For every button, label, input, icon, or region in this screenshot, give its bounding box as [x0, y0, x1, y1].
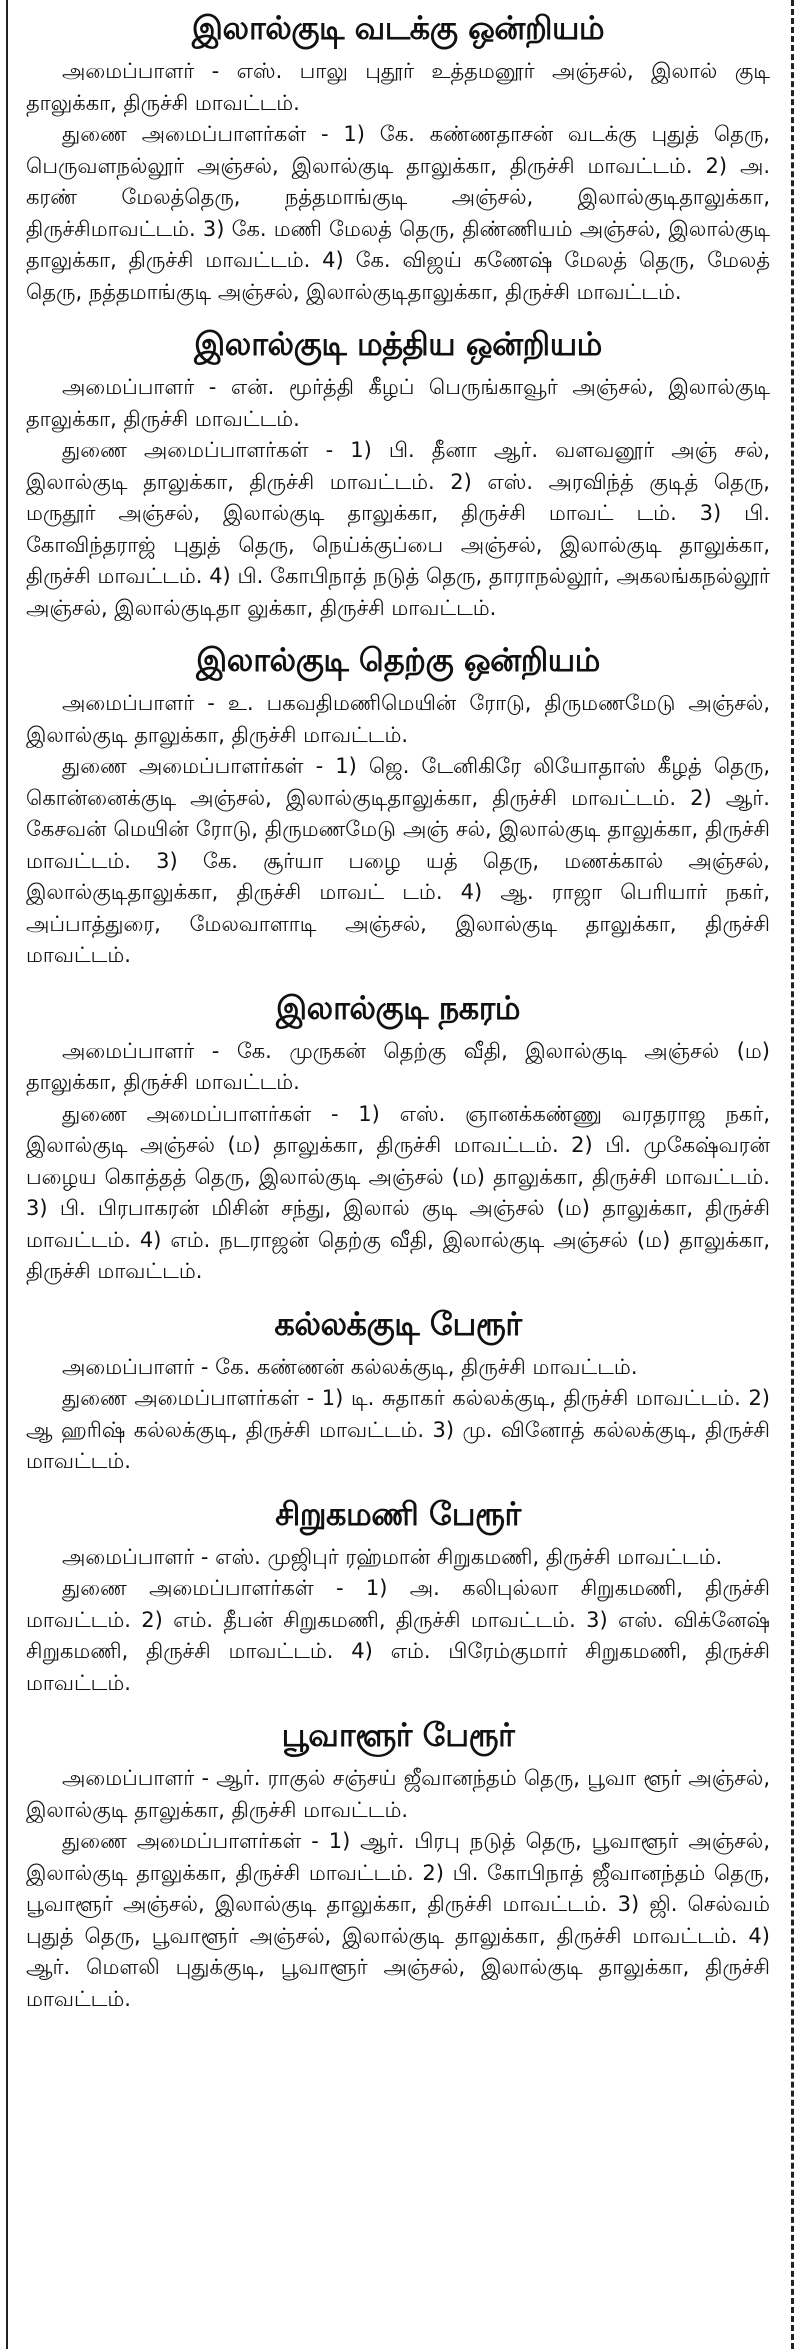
- section-poovalur: [26, 1713, 770, 2015]
- section-heading: இலால்குடி நகரம்: [275, 988, 521, 1027]
- right-dashed-border: [791, 0, 794, 2349]
- organizer-paragraph: அமைப்பாளர் - உ. பகவதிமணிமெயின் ரோடு, திருமணமேடு அஞ்சல், இலால்குடி தாலுக்கா, திருச்சி மாவட்டம்.: [26, 691, 770, 747]
- left-border-line: [6, 0, 8, 2349]
- section-heading: இலால்குடி வடக்கு ஒன்றியம்: [191, 9, 605, 47]
- organizer-paragraph: அமைப்பாளர் - என். மூர்த்தி கீழப் பெருங்காவூர் அஞ்சல், இலால்குடி தாலுக்கா, திருச்சி மாவட்டம்.: [26, 375, 770, 431]
- section-kallakudi: [26, 1302, 770, 1478]
- deputies-paragraph: துணை அமைப்பாளர்கள் - 1) எஸ். ஞானக்கண்ணு வரதராஜ நகர், இலால்குடி அஞ்சல் (ம) தாலுக்கா, திருச்சி மாவட்டம். 2) பி. முகேஷ்வரன் பழைய கொத்தத் தெரு, இலால்குடி அஞ்சல் (ம) தாலுக்கா, திருச்சி மாவட்டம். 3) பி. பிரபாகரன் மிசின் சந்து, இலால் குடி அஞ்சல் (ம) தாலுக்கா, திருச்சி மாவட்டம். 4) எம். நடராஜன் தெற்கு வீதி, இலால்குடி அஞ்சல் (ம) தாலுக்கா, திருச்சி மாவட்டம்.: [26, 1101, 770, 1283]
- section-lalgudi-north: [26, 6, 770, 308]
- deputies-paragraph: துணை அமைப்பாளர்கள் - 1) ஜெ. டேனிகிரே லியோதாஸ் கீழத் தெரு, கொன்னைக்குடி அஞ்சல், இலால்குடிதாலுக்கா, திருச்சி மாவட்டம். 2) ஆர். கேசவன் மெயின் ரோடு, திருமணமேடு அஞ் சல், இலால்குடி தாலுக்கா, திருச்சி மாவட்டம். 3) கே. சூர்யா பழை யத் தெரு, மணக்கால் அஞ்சல், இலால்குடிதாலுக்கா, திருச்சி மாவட் டம். 4) ஆ. ராஜா பெரியார் நகர், அப்பாத்துரை, மேலவாளாடி அஞ்சல், இலால்குடி தாலுக்கா, திருச்சி மாவட்டம்.: [26, 754, 770, 967]
- deputies-paragraph: துணை அமைப்பாளர்கள் - 1) கே. கண்ணதாசன் வடக்கு புதுத் தெரு, பெருவளநல்லூர் அஞ்சல், இலால்குடி தாலுக்கா, திருச்சி மாவட்டம். 2) அ. கரண் மேலத்தெரு, நத்தமாங்குடி அஞ்சல், இலால்குடிதாலுக்கா, திருச்சிமாவட்டம். 3) கே. மணி மேலத் தெரு, திண்ணியம் அஞ்சல், இலால்குடி தாலுக்கா, திருச்சி மாவட்டம். 4) கே. விஜய் கணேஷ் மேலத் தெரு, மேலத் தெரு, நத்தமாங்குடி அஞ்சல், இலால்குடிதாலுக்கா, திருச்சி மாவட்டம்.: [26, 122, 770, 304]
- section-heading: சிறுகமணி பேரூர்: [275, 1494, 521, 1533]
- article-column: [26, 6, 770, 2029]
- section-heading: பூவாளூர் பேரூர்: [281, 1716, 515, 1754]
- organizer-paragraph: அமைப்பாளர் - எஸ். முஜிபுர் ரஹ்மான் சிறுகமணி, திருச்சி மாவட்டம்.: [62, 1544, 723, 1569]
- deputies-paragraph: துணை அமைப்பாளர்கள் - 1) ஆர். பிரபு நடுத் தெரு, பூவாளூர் அஞ்சல், இலால்குடி தாலுக்கா, திருச்சி மாவட்டம். 2) பி. கோபிநாத் ஜீவானந்தம் தெரு, பூவாளூர் அஞ்சல், இலால்குடி தாலுக்கா, திருச்சி மாவட்டம். 3) ஜி. செல்வம் புதுத் தெரு, பூவாளூர் அஞ்சல், இலால்குடி தாலுக்கா, திருச்சி மாவட்டம். 4) ஆர். மௌலி புதுக்குடி, பூவாளூர் அஞ்சல், இலால்குடி தாலுக்கா, திருச்சி மாவட்டம்.: [26, 1829, 770, 2011]
- section-lalgudi-central: [26, 322, 770, 624]
- deputies-paragraph: துணை அமைப்பாளர்கள் - 1) அ. கலிபுல்லா சிறுகமணி, திருச்சி மாவட்டம். 2) எம். தீபன் சிறுகமணி, திருச்சி மாவட்டம். 3) எஸ். விக்னேஷ் சிறுகமணி, திருச்சி மாவட்டம். 4) எம். பிரேம்குமார் சிறுகமணி, திருச்சி மாவட்டம்.: [26, 1576, 770, 1695]
- section-heading: இலால்குடி மத்திய ஒன்றியம்: [194, 325, 602, 363]
- section-heading: கல்லக்குடி பேரூர்: [274, 1304, 522, 1343]
- section-lalgudi-town: [26, 986, 770, 1288]
- organizer-paragraph: அமைப்பாளர் - எஸ். பாலு புதூர் உத்தமனூர் அஞ்சல், இலால் குடி தாலுக்கா, திருச்சி மாவட்டம்.: [26, 59, 770, 115]
- section-sirugamani: [26, 1492, 770, 1700]
- deputies-paragraph: துணை அமைப்பாளர்கள் - 1) பி. தீனா ஆர். வளவனூர் அஞ் சல், இலால்குடி தாலுக்கா, திருச்சி மாவட்டம். 2) எஸ். அரவிந்த் குடித் தெரு, மருதூர் அஞ்சல், இலால்குடி தாலுக்கா, திருச்சி மாவட் டம். 3) பி. கோவிந்தராஜ் புதுத் தெரு, நெய்க்குப்பை அஞ்சல், இலால்குடி தாலுக்கா, திருச்சி மாவட்டம். 4) பி. கோபிநாத் நடுத் தெரு, தாராநல்லூர், அகலங்கநல்லூர் அஞ்சல், இலால்குடிதா லுக்கா, திருச்சி மாவட்டம்.: [26, 438, 770, 620]
- section-lalgudi-south: [26, 638, 770, 972]
- organizer-paragraph: அமைப்பாளர் - கே. கண்ணன் கல்லக்குடி, திருச்சி மாவட்டம்.: [62, 1354, 638, 1379]
- organizer-paragraph: அமைப்பாளர் - ஆர். ராகுல் சஞ்சய் ஜீவானந்தம் தெரு, பூவா ளூர் அஞ்சல், இலால்குடி தாலுக்கா, திருச்சி மாவட்டம்.: [26, 1766, 770, 1822]
- organizer-paragraph: அமைப்பாளர் - கே. முருகன் தெற்கு வீதி, இலால்குடி அஞ்சல் (ம) தாலுக்கா, திருச்சி மாவட்டம்.: [26, 1038, 770, 1094]
- section-heading: இலால்குடி தெற்கு ஒன்றியம்: [196, 641, 600, 679]
- deputies-paragraph: துணை அமைப்பாளர்கள் - 1) டி. சுதாகர் கல்லக்குடி, திருச்சி மாவட்டம். 2) ஆ ஹரிஷ் கல்லக்குடி, திருச்சி மாவட்டம். 3) மு. வினோத் கல்லக்குடி, திருச்சி மாவட்டம்.: [26, 1386, 770, 1473]
